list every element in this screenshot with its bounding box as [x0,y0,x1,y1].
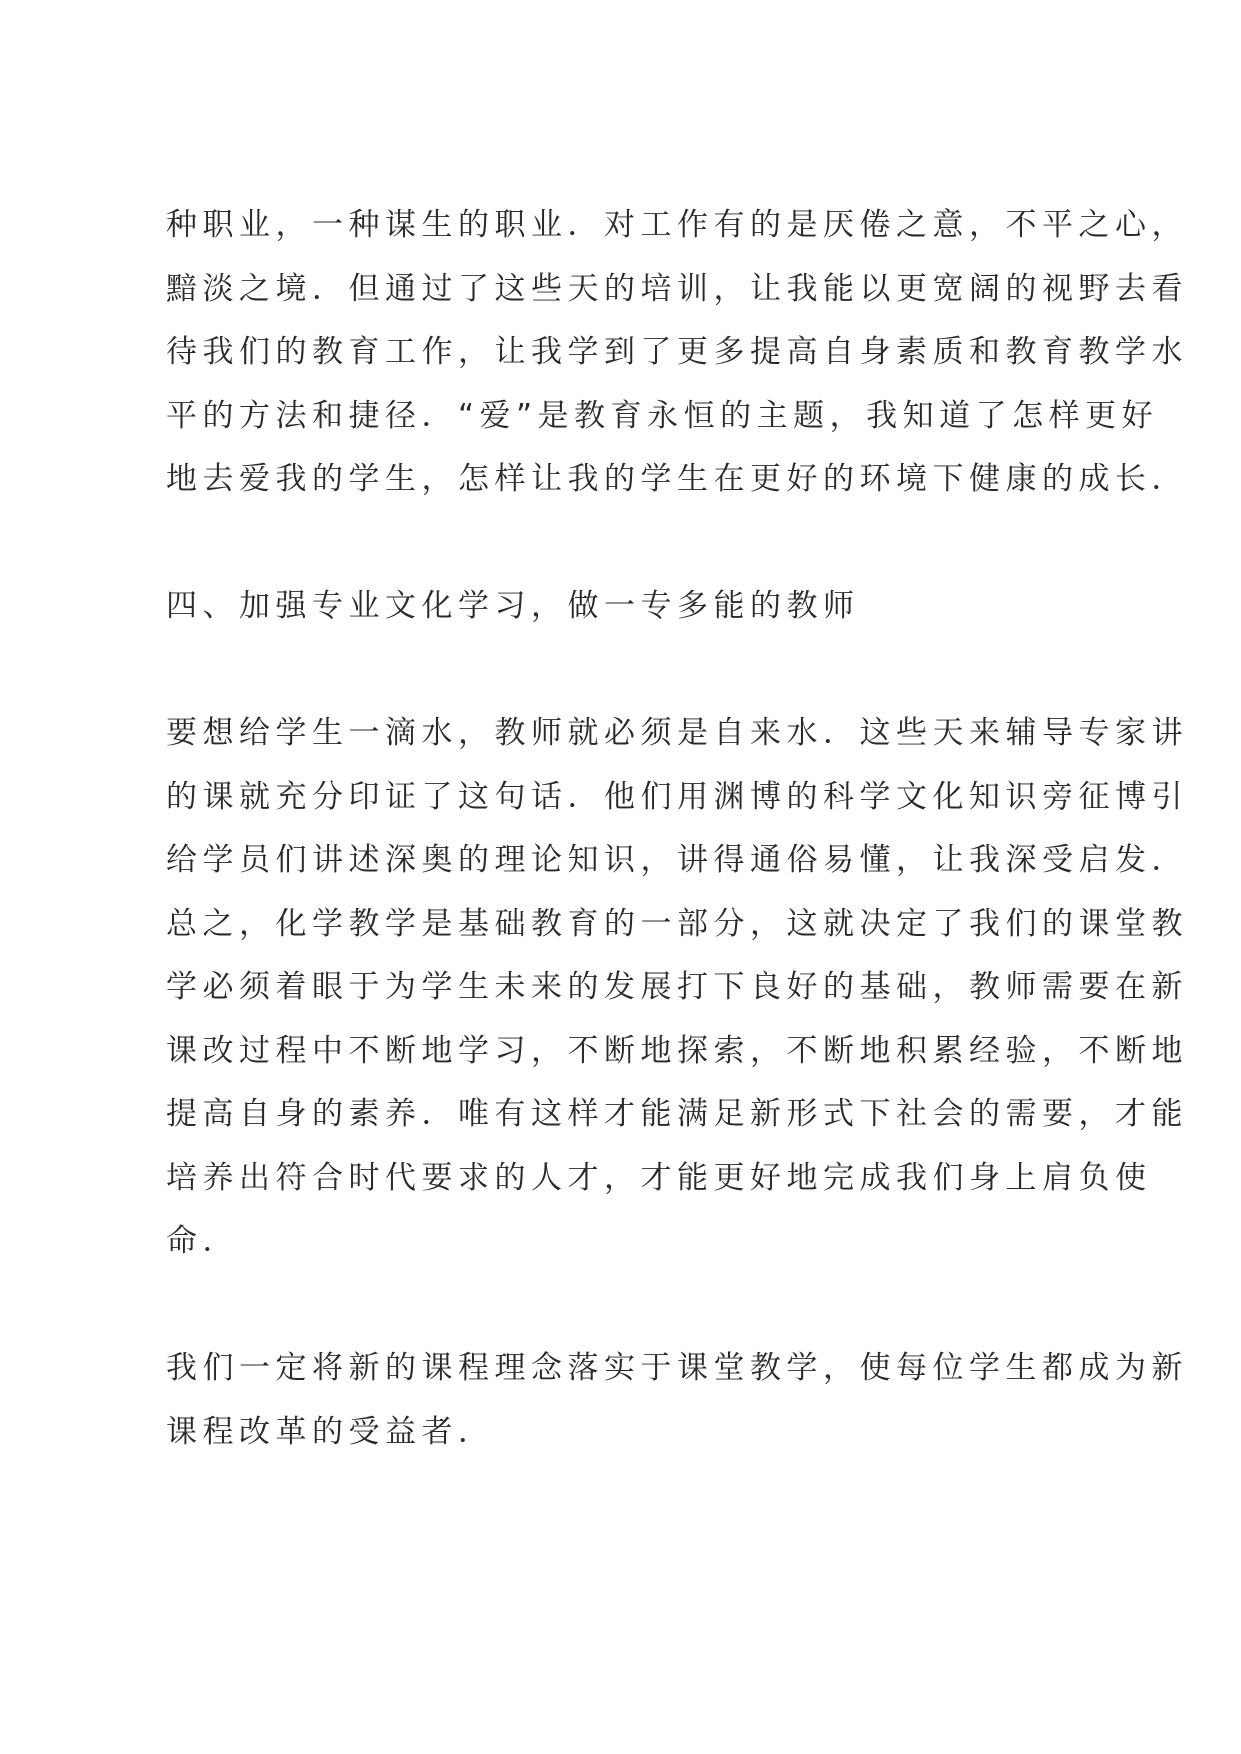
text-line: 命． [166,1223,239,1259]
paragraph-spacer [166,1274,1096,1338]
text-line: 课改过程中不断地学习，不断地探索，不断地积累经验，不断地 [166,1032,1188,1069]
text-line: 待我们的教育工作，让我学到了更多提高自身素质和教育教学水 [166,334,1188,370]
paragraph-training-reflection [166,194,1188,512]
paragraph-spacer [166,639,1096,703]
text-line: 要想给学生一滴水，教师就必须是自来水．这些天来辅导专家讲 [166,715,1188,751]
text-line: 学必须着眼于为学生未来的发展打下良好的基础，教师需要在新 [166,969,1188,1005]
text-line: 提高自身的素养．唯有这样才能满足新形式下社会的需要，才能 [166,1096,1188,1132]
text-line: 地去爱我的学生，怎样让我的学生在更好的环境下健康的成长． [166,461,1188,497]
text-line: 培养出符合时代要求的人才，才能更好地完成我们身上肩负使 [166,1159,1152,1196]
document-body [166,194,1188,1464]
section-heading-text: 四、加强专业文化学习，做一专多能的教师 [166,588,860,624]
paragraph-professional-learning [166,702,1188,1274]
text-line: 的课就充分印证了这句话．他们用渊博的科学文化知识旁征博引 [166,778,1188,815]
text-line: 课程改革的受益者． [166,1413,495,1450]
section-heading [166,575,1096,639]
paragraph-conclusion [166,1337,1188,1464]
text-line: 总之，化学教学是基础教育的一部分，这就决定了我们的课堂教 [166,905,1188,942]
text-line: 给学员们讲述深奥的理论知识，讲得通俗易懂，让我深受启发． [166,842,1188,878]
text-line: 种职业，一种谋生的职业．对工作有的是厌倦之意，不平之心， [166,207,1188,243]
text-line: 我们一定将新的课程理念落实于课堂教学，使每位学生都成为新 [166,1350,1188,1386]
text-line: 黯淡之境．但通过了这些天的培训，让我能以更宽阔的视野去看 [166,270,1188,307]
text-line: 平的方法和捷径．“爱”是教育永恒的主题，我知道了怎样更好 [166,397,1159,434]
paragraph-spacer [166,512,1096,576]
